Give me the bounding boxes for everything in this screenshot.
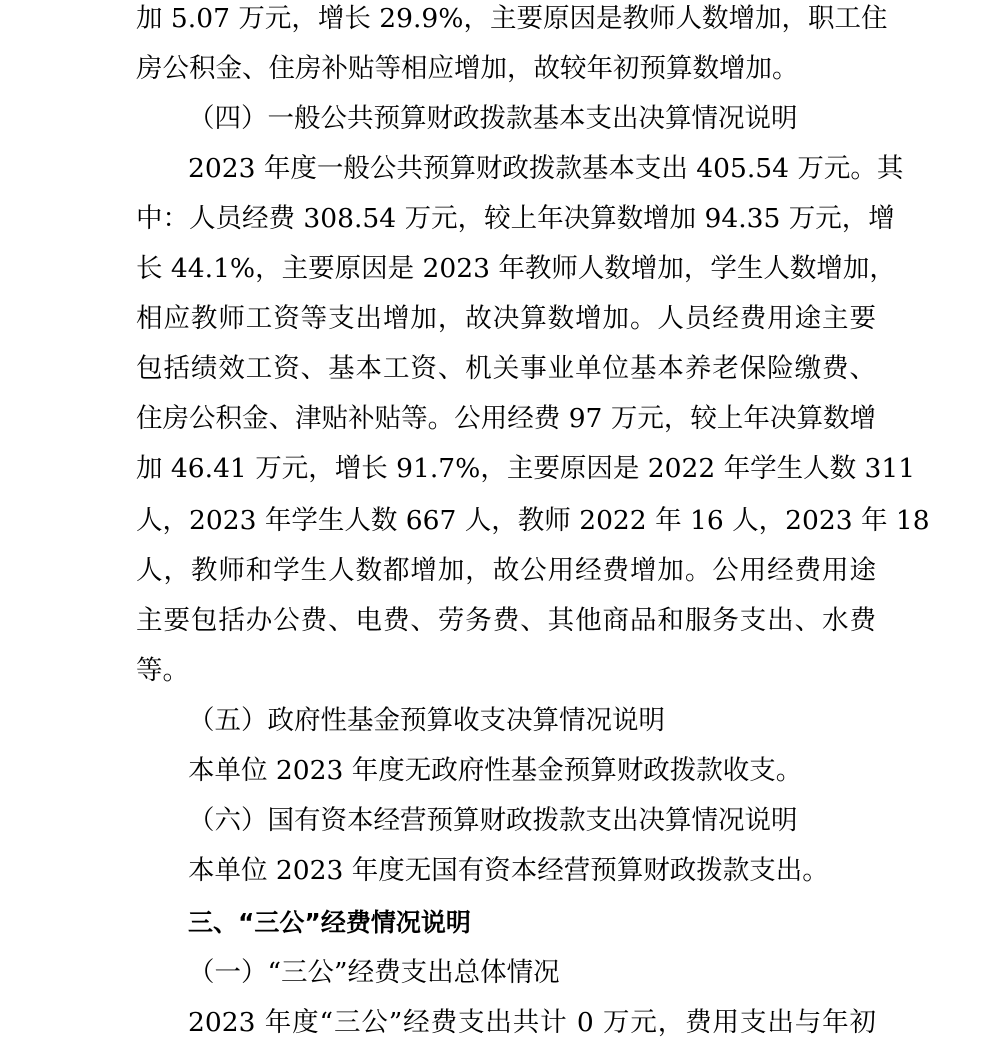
section-heading-4: （四）一般公共预算财政拨款基本支出决算情况说明 <box>188 103 798 134</box>
body-text-line: 住房公积金、津贴补贴等。公用经费 97 万元，较上年决算数增 <box>136 403 876 434</box>
body-text-line: 人，2023 年学生人数 667 人，教师 2022 年 16 人，2023 年 18 <box>136 505 930 536</box>
section-heading-5: （五）政府性基金预算收支决算情况说明 <box>188 705 665 736</box>
body-text-line: 相应教师工资等支出增加，故决算数增加。人员经费用途主要 <box>136 303 876 334</box>
chapter-heading-3: 三、“三公”经费情况说明 <box>188 908 471 937</box>
section-heading-1: （一）“三公”经费支出总体情况 <box>188 957 560 988</box>
body-text-line: 2023 年度“三公”经费支出共计 0 万元，费用支出与年初 <box>188 1007 876 1038</box>
body-text-line: 加 46.41 万元，增长 91.7%，主要原因是 2022 年学生人数 311 <box>136 453 916 484</box>
body-text-line: 房公积金、住房补贴等相应增加，故较年初预算数增加。 <box>136 53 799 84</box>
body-text-line: 加 5.07 万元，增长 29.9%，主要原因是教师人数增加，职工住 <box>136 3 888 34</box>
body-text-line: 包括绩效工资、基本工资、机关事业单位基本养老保险缴费、 <box>136 353 876 384</box>
body-text-line: 本单位 2023 年度无政府性基金预算财政拨款收支。 <box>188 755 803 786</box>
body-text-line: 主要包括办公费、电费、劳务费、其他商品和服务支出、水费 <box>136 605 876 636</box>
body-text-line: 中：人员经费 308.54 万元，较上年决算数增加 94.35 万元，增 <box>136 203 895 234</box>
body-text-line: 2023 年度一般公共预算财政拨款基本支出 405.54 万元。其 <box>188 153 904 184</box>
body-text-line: 等。 <box>136 655 189 686</box>
body-text-line: 人，教师和学生人数都增加，故公用经费增加。公用经费用途 <box>136 555 876 586</box>
body-text-line: 本单位 2023 年度无国有资本经营预算财政拨款支出。 <box>188 855 829 886</box>
body-text-line: 长 44.1%，主要原因是 2023 年教师人数增加，学生人数增加， <box>136 253 896 284</box>
section-heading-6: （六）国有资本经营预算财政拨款支出决算情况说明 <box>188 805 798 836</box>
